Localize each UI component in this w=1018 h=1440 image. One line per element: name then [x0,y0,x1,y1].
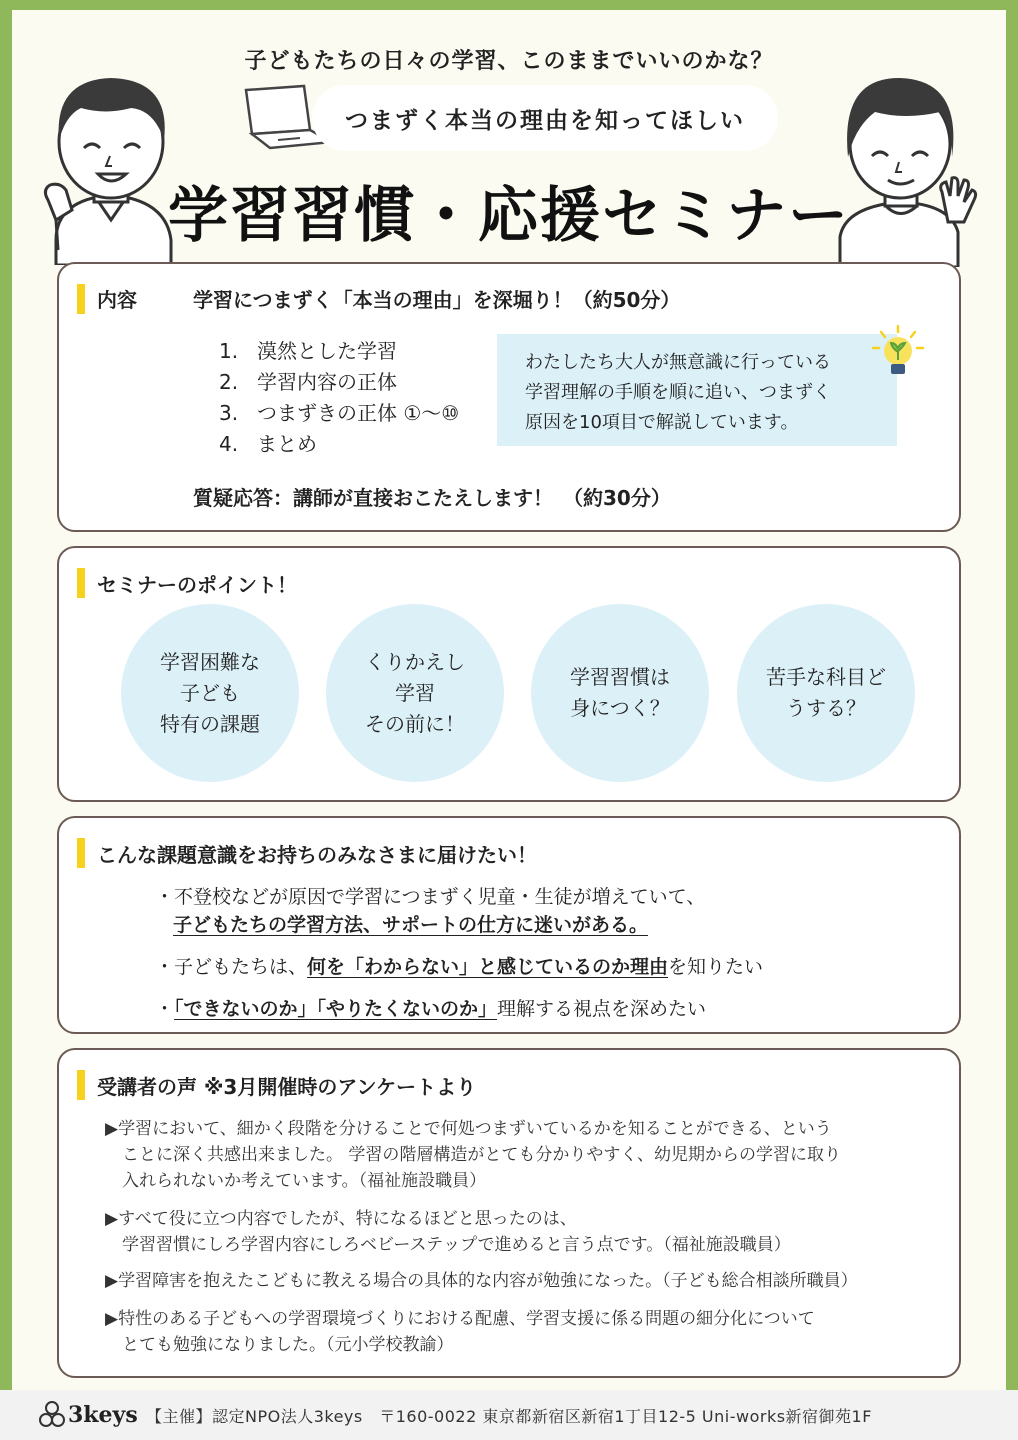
points-heading-text: セミナーのポイント！ [97,572,297,597]
point-line: 苦手な科目ど [766,665,886,689]
logo [38,1400,138,1430]
point-line: うする？ [786,696,866,720]
concern-text: 理解する視点を深めたい [497,998,707,1020]
keys-logo-icon [38,1400,66,1430]
voice-line: ▶すべて役に立つ内容でしたが、特になるほどと思ったのは、 [105,1209,577,1229]
point-line: 身につく？ [570,696,670,720]
points-card [57,546,961,802]
voices-heading [77,1070,476,1100]
concerns-heading-text: こんな課題意識をお持ちのみなさまに届けたい！ [97,842,537,867]
voice-line: 入れられないか考えています。（福祉施設職員） [105,1171,487,1191]
concern-line: ・不登校などが原因で学習につまずく児童・生徒が増えていて、 [155,886,706,908]
explanation-line: わたしたち大人が無意識に行っている [525,352,831,373]
list-item [219,398,459,429]
point-line: 特有の課題 [160,711,260,736]
list-text: 漠然とした学習 [257,339,397,363]
points-heading [77,568,297,598]
list-item [219,429,459,460]
content-description: 学習につまずく「本当の理由」を深堀り！（約50分） [193,288,681,312]
list-text: 学習内容の正体 [257,370,397,394]
point-circle [121,604,299,782]
voice-line: とても勉強になりました。（元小学校教諭） [105,1335,454,1355]
list-number: 1. [219,339,239,363]
list-text: まとめ [257,432,317,456]
accent-bar [77,1070,85,1100]
content-label: 内容 [97,288,137,312]
headline: 子どもたちの日々の学習、このままでいいのかな？ [244,49,774,74]
list-number: 4. [219,432,239,456]
explanation-box [497,334,897,446]
concern-emphasis: 「できないのか」「やりたくないのか」 [174,998,498,1020]
voice-line: 学習習慣にしろ学習内容にしろベビーステップで進めると言う点です。（福祉施設職員） [105,1235,791,1255]
point-circle [531,604,709,782]
organizer-info: 【主催】認定NPO法人3keys 〒160-0022 東京都新宿区新宿1丁目12-5 Uni-works新宿御苑1F [146,1407,872,1426]
concern-text: ・ [155,998,175,1020]
concerns-heading [77,838,537,868]
frame-top-bar [0,0,1018,10]
concern-emphasis: 何を「わからない」と感じているのか理由 [307,956,669,978]
accent-bar [77,838,85,868]
voice-item [105,1206,791,1258]
voice-line: ことに深く共感出来ました。 学習の階層構造がとても分かりやすく、幼児期からの学習に取り [105,1145,842,1165]
accent-bar [77,568,85,598]
concern-line [155,952,763,979]
voice-item [105,1306,815,1358]
voice-item [105,1116,841,1194]
list-item [219,367,459,398]
qa-text: 質疑応答：講師が直接おこたえします！ （約30分） [193,486,671,510]
content-heading [77,284,97,314]
concerns-card [57,816,961,1034]
content-card [57,262,961,532]
point-line: 学習 [395,680,435,705]
concern-line [173,910,648,937]
agenda-list [219,336,459,460]
voices-heading-text: 受講者の声 ※3月開催時のアンケートより [97,1074,477,1099]
voices-card [57,1048,961,1378]
page-title: 学習習慣・応援セミナー [168,181,850,251]
list-number: 2. [219,370,239,394]
subtitle-text: つまずく本当の理由を知ってほしい [345,107,745,134]
explanation-line: 学習理解の手順を順に追い、つまずく [525,382,831,403]
point-line: 子ども [180,680,240,705]
explanation-line: 原因を10項目で解説しています。 [525,412,799,433]
concern-line [155,994,706,1021]
concern-text: ・子どもたちは、 [155,956,308,978]
list-text: つまずきの正体 ①〜⑩ [257,401,460,425]
point-circle [737,604,915,782]
voice-line: ▶学習において、細かく段階を分けることで何処つまずいているかを知ることができる、という [105,1119,832,1139]
list-number: 3. [219,401,239,425]
voice-line: ▶学習障害を抱えたこどもに教える場合の具体的な内容が勉強になった。（子ども総合相談所職員） [105,1271,858,1291]
concern-text: を知りたい [668,956,764,978]
lightbulb-icon [867,324,929,380]
list-item [219,336,459,367]
point-circle [326,604,504,782]
voice-item [105,1268,858,1294]
concern-emphasis: 子どもたちの学習方法、サポートの仕方に迷いがある。 [173,914,649,936]
point-line: 学習困難な [160,649,260,674]
point-line: 学習習慣は [570,665,670,689]
point-line: その前に！ [365,711,465,736]
subtitle-pill [312,85,778,151]
accent-bar [77,284,85,314]
voice-line: ▶特性のある子どもへの学習環境づくりにおける配慮、学習支援に係る問題の細分化について [105,1309,815,1329]
point-line: くりかえし [365,649,465,674]
footer [0,1390,1018,1440]
logo-text: 3keys [68,1402,138,1428]
